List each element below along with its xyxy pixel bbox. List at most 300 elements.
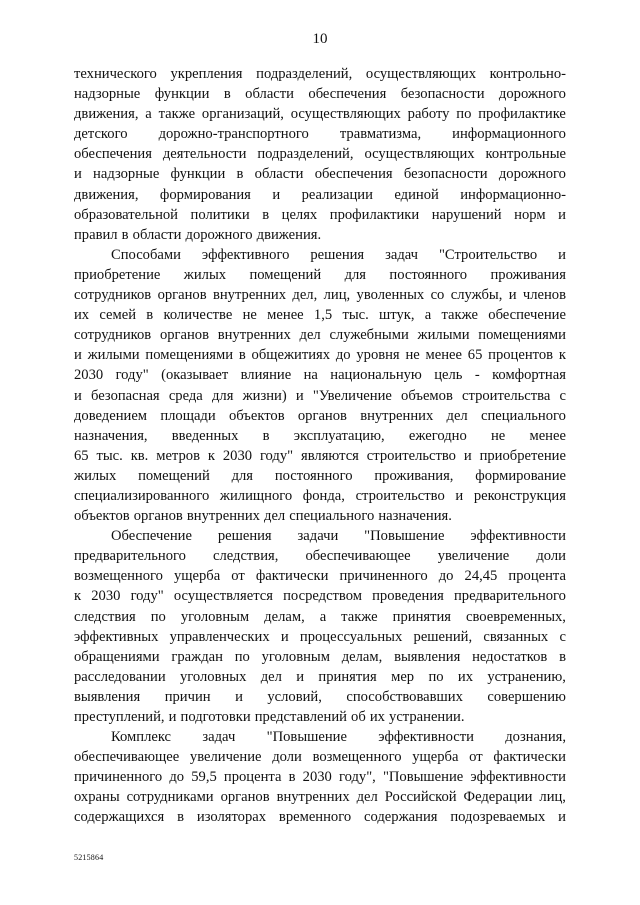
word: дорожно-транспортного <box>158 126 309 143</box>
word: эффективности <box>470 769 566 786</box>
text-line <box>74 647 566 667</box>
word: норм <box>514 206 546 223</box>
word: площади <box>160 407 216 424</box>
word: образовательной <box>74 206 178 223</box>
word: введенных <box>171 427 239 444</box>
text-line <box>74 466 566 486</box>
word: Российской <box>384 789 457 806</box>
word: для <box>344 266 366 283</box>
word: среда <box>168 387 203 404</box>
word: году" <box>115 367 149 384</box>
word: на <box>303 367 318 384</box>
word: обращениями <box>74 648 160 665</box>
word: к <box>558 347 566 364</box>
word: расследовании <box>74 668 166 685</box>
word: недостатков <box>472 648 548 665</box>
word: дел <box>260 668 282 685</box>
word: причин <box>164 688 211 705</box>
word: проживания, <box>374 467 454 484</box>
word: объемов <box>401 387 453 404</box>
word: штук, <box>379 307 415 324</box>
word: содержащихся <box>74 809 165 826</box>
word: контрольные <box>485 146 566 163</box>
text-line <box>74 727 566 747</box>
word: не <box>242 307 257 324</box>
word: с <box>559 628 566 645</box>
word: проведения <box>372 588 444 605</box>
word: и <box>558 809 566 826</box>
word: целях <box>281 206 318 223</box>
word: посредством <box>283 588 362 605</box>
word: об <box>351 709 366 725</box>
word: 2030 <box>302 769 332 786</box>
text-line <box>74 787 566 807</box>
word: условий, <box>267 688 322 705</box>
word: и <box>74 387 82 404</box>
word: надзорные <box>74 86 141 103</box>
word: не <box>405 347 420 364</box>
text-line <box>74 767 566 787</box>
word: лиц, <box>323 287 351 304</box>
word: кв. <box>130 447 149 464</box>
word: решения <box>310 246 365 263</box>
word: Федерации <box>463 789 533 806</box>
text-line <box>74 325 566 345</box>
word: изоляторах <box>196 809 267 826</box>
word: Комплекс <box>111 729 172 746</box>
text-line <box>74 667 566 687</box>
text-line <box>74 386 566 406</box>
word: уголовных <box>179 668 247 685</box>
text-line <box>74 265 566 285</box>
word: от <box>231 568 245 585</box>
word: комфортная <box>492 367 566 384</box>
word: году", <box>338 769 376 786</box>
word: органов <box>159 327 209 344</box>
word: 2030 <box>91 588 121 605</box>
word: обеспечение <box>488 307 566 324</box>
word: и <box>74 347 82 364</box>
word: в <box>146 307 154 324</box>
word: со <box>430 287 445 304</box>
word: 2030 <box>222 447 253 464</box>
word: жилыми <box>87 347 140 364</box>
word: обеспечения <box>74 146 152 163</box>
word: охраны <box>74 789 120 806</box>
text-line <box>74 506 566 526</box>
text-line <box>74 687 566 707</box>
word: профилактике <box>478 106 566 123</box>
word: жилых <box>74 467 117 484</box>
text-line <box>74 446 566 466</box>
word: их <box>74 307 90 324</box>
word: количестве <box>163 307 233 324</box>
word: тыс. <box>96 447 123 464</box>
word: уровня <box>356 347 400 364</box>
word: подразделений, <box>256 66 353 82</box>
word: их <box>457 668 474 685</box>
word: в <box>559 648 566 665</box>
word: следствия <box>74 608 136 625</box>
word: специализированного <box>74 487 210 504</box>
word: уголовным <box>261 648 330 665</box>
word: внутренних <box>276 789 350 806</box>
word: 65 <box>467 347 483 364</box>
word: метров <box>156 447 200 464</box>
word: и <box>280 628 289 645</box>
word: причиненного <box>339 568 428 585</box>
word: по <box>234 648 250 665</box>
word: следствия, <box>212 548 279 565</box>
word: технического <box>74 66 157 82</box>
word: профилактики <box>329 206 420 223</box>
word: к <box>207 447 215 464</box>
word: движения, <box>74 186 139 203</box>
word: фонда, <box>302 487 345 504</box>
word: к <box>74 588 82 605</box>
word: увеличение <box>189 749 262 766</box>
word: безопасности <box>403 166 488 183</box>
word: цель <box>434 367 463 384</box>
word: преступлений, <box>74 709 165 725</box>
word: дел <box>299 327 321 344</box>
word: в <box>262 427 270 444</box>
word: службы, <box>450 287 503 304</box>
word: служебными <box>329 327 409 344</box>
word: процента <box>223 769 282 786</box>
word: являются <box>301 447 359 464</box>
word: назначения, <box>74 427 148 444</box>
word: назначения. <box>378 508 452 525</box>
word: "Повышение <box>382 769 464 786</box>
word: выявления <box>74 688 141 705</box>
word: "Повышение <box>266 729 347 746</box>
word: и <box>272 186 281 203</box>
word: органов <box>220 789 270 806</box>
word: детского <box>74 126 128 143</box>
word: в <box>236 166 244 183</box>
word: их <box>369 709 385 725</box>
word: в <box>177 809 185 826</box>
word: делам, <box>264 608 305 625</box>
word: сотрудниками <box>126 789 214 806</box>
text-line <box>74 627 566 647</box>
word: в <box>223 86 231 103</box>
word: помещениями <box>145 347 234 364</box>
word: объектов <box>228 407 285 424</box>
text-line <box>74 707 566 727</box>
word: дел, <box>292 287 318 304</box>
word: ежегодно <box>408 427 467 444</box>
word: строительство <box>355 487 445 504</box>
word: дорожного <box>185 226 253 243</box>
word: не <box>490 427 506 444</box>
text-line <box>74 104 566 124</box>
word: эффективности <box>378 729 474 746</box>
text-line <box>74 185 566 205</box>
word: органов <box>297 407 347 424</box>
word: жилыми <box>417 327 470 344</box>
word: укрепления <box>170 66 243 82</box>
word: в <box>121 226 129 243</box>
text-line <box>74 607 566 627</box>
word: подразделений, <box>257 146 354 163</box>
word: а <box>424 307 432 324</box>
word: задачи <box>297 528 339 545</box>
word: сотрудников <box>74 327 152 344</box>
word: и <box>74 166 82 183</box>
word: и <box>455 487 464 504</box>
text-line <box>74 546 566 566</box>
word: общежитиях <box>251 347 331 364</box>
word: предварительного <box>74 548 186 565</box>
word: от <box>469 749 483 766</box>
word: фактически <box>493 749 566 766</box>
word: и <box>168 709 177 725</box>
word: устранению, <box>487 668 566 685</box>
word: проживания <box>490 266 566 283</box>
text-line <box>74 365 566 385</box>
text-line <box>74 64 566 84</box>
word: реконструкция <box>473 487 566 504</box>
word: в <box>238 347 246 364</box>
word: для <box>231 467 254 484</box>
word: помещениями <box>478 327 566 344</box>
word: помещений <box>249 266 322 283</box>
word: с <box>559 387 566 404</box>
word: движения, <box>74 106 139 123</box>
word: возмещенного <box>74 568 163 585</box>
word: органов <box>157 287 207 304</box>
word: до <box>335 347 351 364</box>
word: процента <box>508 568 566 585</box>
word: контрольно- <box>489 66 566 82</box>
text-line <box>74 225 566 245</box>
word: специального <box>289 508 375 525</box>
word: и <box>235 688 243 705</box>
text-line <box>74 406 566 426</box>
word: семей <box>99 307 137 324</box>
word: жилых <box>183 266 227 283</box>
word: ущерба <box>173 568 221 585</box>
body-text <box>74 64 566 828</box>
word: безопасности <box>400 86 485 103</box>
word: подготовки <box>180 709 251 725</box>
word: органов <box>133 508 183 525</box>
word: принятия <box>392 608 451 625</box>
word: уволенных <box>356 287 425 304</box>
word: внутренних <box>212 287 287 304</box>
word: совершению <box>487 688 566 705</box>
word: влияние <box>240 367 292 384</box>
word: обеспечения <box>314 166 393 183</box>
text-line <box>74 245 566 265</box>
word: внутренних <box>186 508 260 525</box>
word: и <box>558 246 566 263</box>
word: причиненного <box>74 769 163 786</box>
word: эффективности <box>470 528 566 545</box>
word: фактически <box>255 568 329 585</box>
text-line <box>74 586 566 606</box>
word: менее <box>529 427 566 444</box>
word: функции <box>170 166 226 183</box>
word: в <box>262 206 270 223</box>
text-line <box>74 426 566 446</box>
word: своевременных, <box>465 608 566 625</box>
word: национальную <box>330 367 422 384</box>
word: процессуальных <box>299 628 403 645</box>
word: а <box>145 106 152 123</box>
word: правил <box>74 226 118 243</box>
text-line <box>74 285 566 305</box>
word: а <box>319 608 327 625</box>
word: 24,45 <box>464 568 498 585</box>
word: помещений <box>138 467 210 484</box>
word: "Увеличение <box>312 387 392 404</box>
text-line <box>74 526 566 546</box>
word: менее <box>425 347 462 364</box>
word: задач <box>385 246 419 263</box>
text-line <box>74 84 566 104</box>
text-line <box>74 305 566 325</box>
word: по <box>428 668 444 685</box>
word: осуществляющих <box>364 146 475 163</box>
word: в <box>288 769 296 786</box>
text-line <box>74 747 566 767</box>
word: постоянного <box>274 467 353 484</box>
word: также <box>441 307 478 324</box>
word: году" <box>130 588 164 605</box>
word: надзорные <box>93 166 160 183</box>
word: постоянного <box>389 266 468 283</box>
word: по <box>456 106 472 123</box>
word: области <box>132 226 182 243</box>
text-line <box>74 164 566 184</box>
word: сотрудников <box>74 287 152 304</box>
word: эксплуатацию, <box>293 427 385 444</box>
word: жизни) <box>242 387 287 404</box>
word: делам, <box>341 648 383 665</box>
word: и <box>295 387 304 404</box>
word: членов <box>522 287 566 304</box>
word: эффективного <box>201 246 290 263</box>
word: формирование <box>475 467 566 484</box>
word: работу <box>407 106 450 123</box>
word: (оказывает <box>161 367 229 384</box>
word: увеличение <box>437 548 510 565</box>
word: принятия <box>318 668 377 685</box>
word: дел <box>446 407 468 424</box>
word: 59,5 <box>191 769 217 786</box>
text-line <box>74 486 566 506</box>
word: доведением <box>74 407 148 424</box>
word: и <box>508 287 517 304</box>
word: информационно- <box>460 186 566 203</box>
word: деятельности <box>162 146 247 163</box>
word: эффективных <box>74 628 159 645</box>
word: дел <box>356 789 378 806</box>
word: решений, <box>413 628 473 645</box>
word: - <box>474 367 480 384</box>
word: Обеспечение <box>111 528 192 545</box>
word: выявления <box>394 648 461 665</box>
word: для <box>211 387 234 404</box>
word: информационного <box>452 126 566 143</box>
word: уголовным <box>180 608 250 625</box>
word: "Повышение <box>364 528 445 545</box>
word: представлений <box>254 709 347 725</box>
word: решения <box>217 528 272 545</box>
text-line <box>74 124 566 144</box>
word: объектов <box>74 508 130 525</box>
word: области <box>245 86 294 103</box>
text-line <box>74 144 566 164</box>
word: внутренних <box>360 407 434 424</box>
text-line <box>74 205 566 225</box>
word: дел <box>264 508 286 525</box>
word: строительство <box>366 447 456 464</box>
page-number: 10 <box>312 31 328 47</box>
word: обеспечивающее <box>74 749 180 766</box>
word: также <box>158 106 196 123</box>
word: содержания <box>364 809 438 826</box>
word: 65 <box>74 447 89 464</box>
word: функции <box>154 86 210 103</box>
word: году" <box>259 447 294 464</box>
word: Способами <box>111 246 181 263</box>
word: дорожного <box>498 86 566 103</box>
word: строительства <box>462 387 551 404</box>
word: лиц, <box>539 789 566 806</box>
word: граждан <box>171 648 223 665</box>
word: доли <box>536 548 566 565</box>
word: обеспечения <box>308 86 387 103</box>
word: жилищного <box>219 487 293 504</box>
word: специального <box>480 407 566 424</box>
word: безопасная <box>91 387 160 404</box>
word: приобретение <box>74 266 161 283</box>
word: по <box>150 608 166 625</box>
word: связанных <box>483 628 549 645</box>
word: менее <box>267 307 304 324</box>
word: осуществляющих <box>365 66 477 82</box>
word: тыс. <box>342 307 369 324</box>
word: формирования <box>159 186 251 203</box>
word: травматизма, <box>339 126 422 143</box>
text-line <box>74 345 566 365</box>
word: дорожного <box>498 166 566 183</box>
word: управленческих <box>169 628 270 645</box>
word: до <box>169 769 185 786</box>
word: осуществляющих <box>290 106 401 123</box>
word: мер <box>391 668 415 685</box>
word: "Строительство <box>438 246 538 263</box>
word: и <box>558 206 566 223</box>
word: политики <box>190 206 250 223</box>
word: задач <box>202 729 236 746</box>
word: обеспечивающее <box>305 548 411 565</box>
word: предварительного <box>454 588 566 605</box>
word: области <box>254 166 304 183</box>
word: и <box>463 447 472 464</box>
word: движения. <box>256 226 322 243</box>
word: процентов <box>488 347 554 364</box>
word: и <box>296 668 305 685</box>
word: 2030 <box>74 367 104 384</box>
word: приобретение <box>479 447 566 464</box>
word: доли <box>272 749 302 766</box>
word: нарушений <box>431 206 502 223</box>
